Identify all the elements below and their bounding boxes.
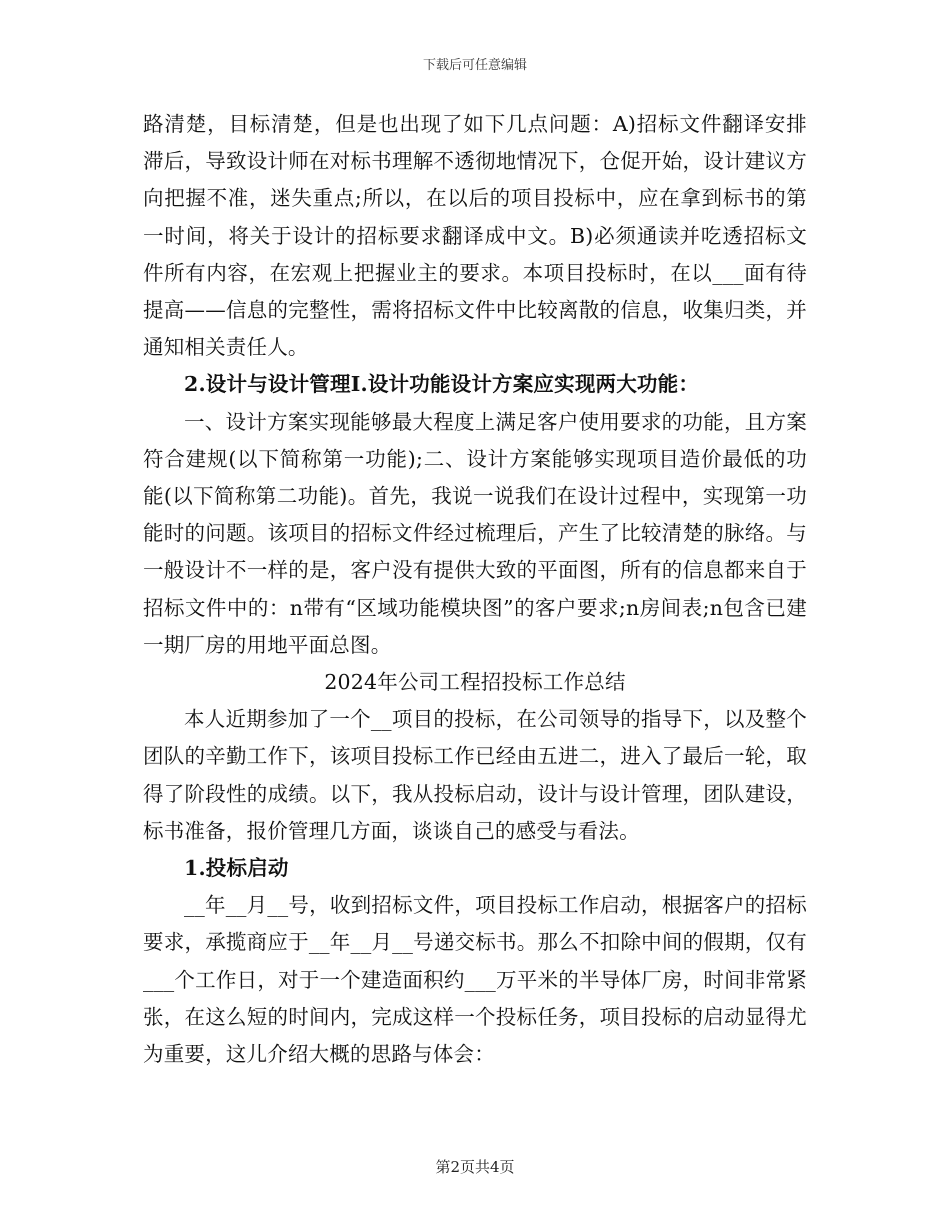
- body-paragraph-functions: 一、设计方案实现能够最大程度上满足客户使用要求的功能，且方案符合建规(以下简称第一功能);二、设计方案能够实现项目造价最低的功能(以下简称第二功能)。首先，我说一说我们在设计过程中，实现第一功能时的问题。该项目的招标文件经过梳理后，产生了比较清楚的脉络。与一般设计不一样的是，客户没有提供大致的平面图，所有的信息都来自于招标文件中的：n带有“区域功能模块图”的客户要求;n房间表;n包含已建一期厂房的用地平面总图。: [143, 409, 807, 657]
- page-header: 下载后可任意编辑: [422, 58, 527, 73]
- body-paragraph-intro: 本人近期参加了一个__项目的投标，在公司领导的指导下，以及整个团队的辛勤工作下，该项目投标工作已经由五进二，进入了最后一轮，取得了阶段性的成绩。以下，我从投标启动，设计与设计管理，团队建设，标书准备，报价管理几方面，谈谈自己的感受与看法。: [143, 707, 807, 843]
- section-heading-bid-start: 1.投标启动: [184, 856, 289, 881]
- section-heading-design: 2.设计与设计管理I.设计功能设计方案应实现两大功能：: [184, 372, 700, 397]
- document-title: 2024年公司工程招投标工作总结: [324, 670, 626, 695]
- page-footer: 第2页共4页: [435, 1158, 515, 1176]
- body-paragraph-continuation: 路清楚，目标清楚，但是也出现了如下几点问题：A)招标文件翻译安排滞后，导致设计师在对标书理解不透彻地情况下，仓促开始，设计建议方向把握不准，迷失重点;所以，在以后的项目投标中，应在拿到标书的第一时间，将关于设计的招标要求翻译成中文。B)必须通读并吃透招标文件所有内容，在宏观上把握业主的要求。本项目投标时，在以___面有待提高——信息的完整性，需将招标文件中比较离散的信息，收集归类，并通知相关责任人。: [143, 112, 807, 360]
- body-paragraph-bid-start: __年__月__号，收到招标文件，项目投标工作启动，根据客户的招标要求，承揽商应于__年__月__号递交标书。那么不扣除中间的假期，仅有___个工作日，对于一个建造面积约___万平米的半导体厂房，时间非常紧张，在这么短的时间内，完成这样一个投标任务，项目投标的启动显得尤为重要，这儿介绍大概的思路与体会：: [143, 893, 807, 1067]
- document-body: [143, 106, 807, 1073]
